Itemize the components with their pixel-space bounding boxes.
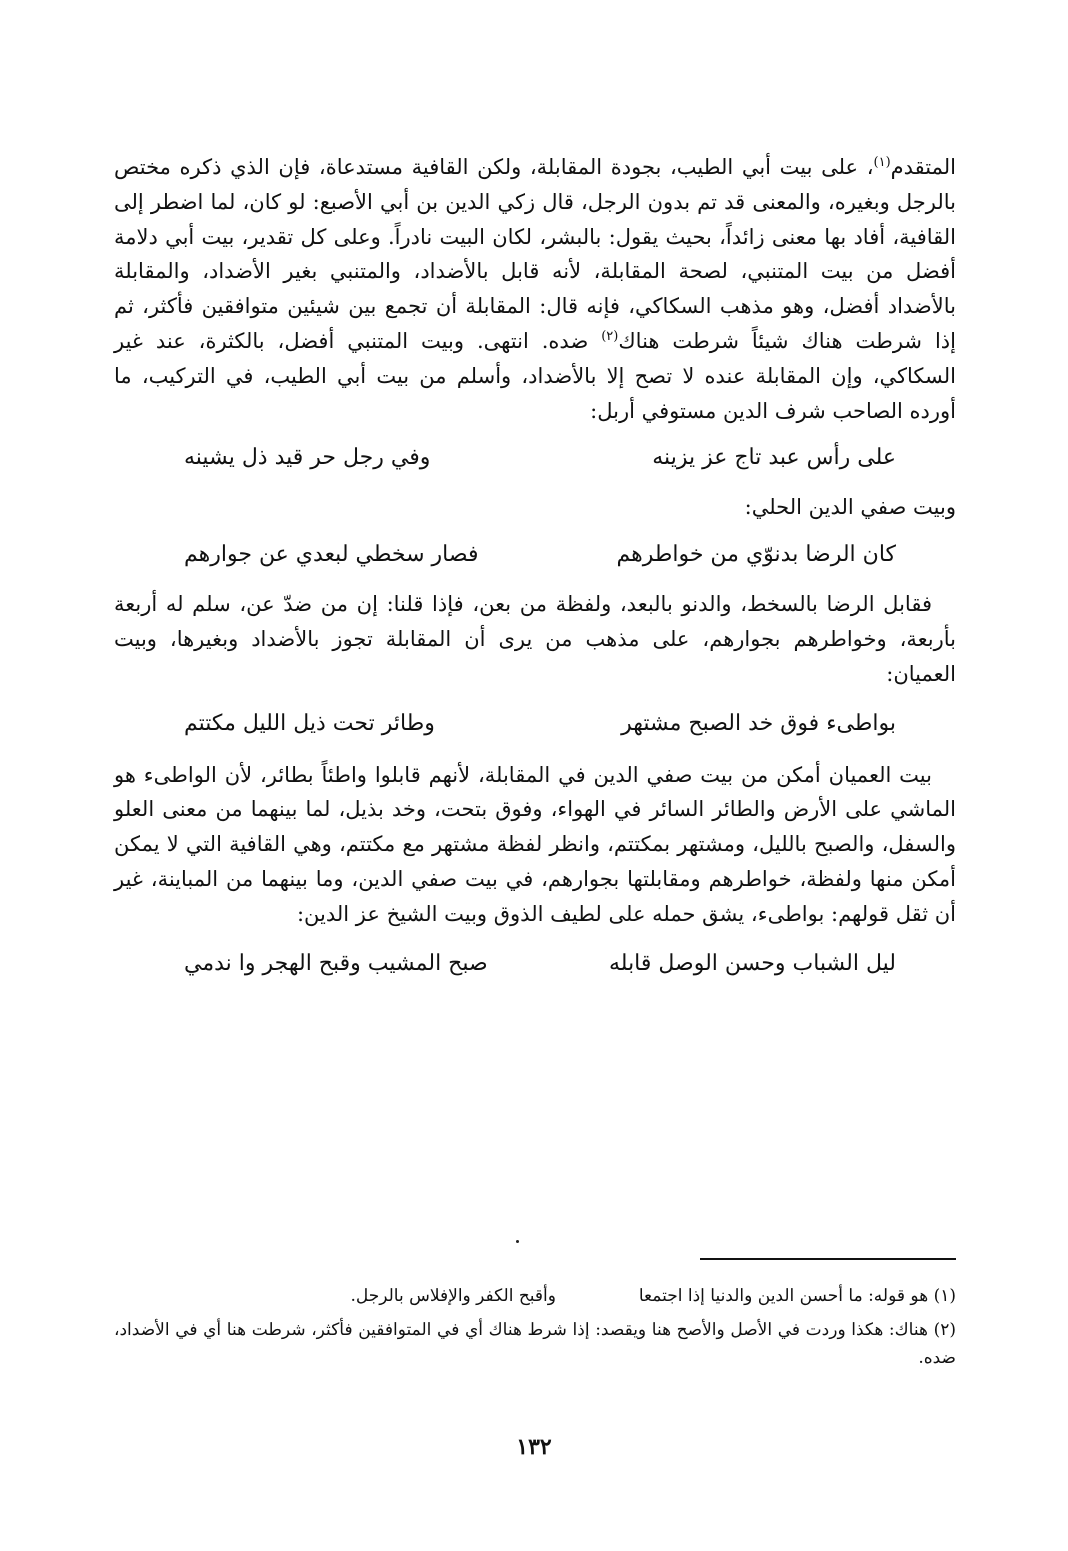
footnote-divider [700,1258,956,1260]
first-hemistich: ليل الشباب وحسن الوصل قابله [608,950,896,976]
footnote-reference-2: (٢) [601,328,619,344]
paragraph: بيت العميان أمكن من بيت صفي الدين في المقابلة، لأنهم قابلوا واطئاً بطائر، لأن الواطىء هو الماشي على الأرض والطائر السائر في الهواء، وفوق بتحت، وخد بذيل، لما بينهما من معنى العلو والسفل، والصبح بالليل، ومشتهر بمكتتم، وانظر لفظة مشتهر مع مكتتم، وهي القافية التي لا يمكن أمكن منها ولفظة، خواطرهم ومقابلتها بجوارهم، في بيت صفي الدين، وما بينهما من المباينة، غير أن ثقل قولهم: بواطىء، يشق حمله على لطيف الذوق وبيت الشيخ عز الدين: [114,762,956,926]
paragraph [114,150,956,428]
second-hemistich: وفي رجل حر قيد ذل يشينه [184,445,431,471]
footnotes [114,1282,956,1378]
poem-verse [184,704,896,744]
footnote-1 [114,1282,956,1310]
footnote-2 [114,1316,956,1372]
footnote-reference-1: (١) [873,155,891,170]
second-hemistich: وطائر تحت ذيل الليل مكتتم [184,710,435,736]
footnote-marker: (١) [933,1286,956,1306]
first-hemistich: بواطىء فوق خد الصبح مشتهر [621,710,896,736]
first-hemistich: كان الرضا بدنوّي من خواطرهم [616,542,896,568]
poem-verse [184,438,896,478]
paragraph-text: ، على بيت أبي الطيب، بجودة المقابلة، ولكن القافية مستدعاة، فإن الذي ذكره مختص بالرجل وبغيره، والمعنى قد تم بدون الرجل، قال زكي الدين بن أبي الأصبع: لو كان، لما اضطر إلى القافية، أفاد بها معنى زائداً، بحيث يقول: بالبشر، لكان البيت نادراً. وعلى كل تقدير، بيت أبي دلامة أفضل من بيت المتنبي، لصحة المقابلة، لأنه قابل بالأضداد، والمتنبي بغير الأضداد، والمقابلة بالأضداد أفضل، وهو مذهب السكاكي، فإنه قال: المقابلة أن تجمع بين شيئين متوافقين فأكثر، ثم إذا شرطت هناك شيئاً شرطت هناك [114,155,956,353]
poem-verse [184,535,896,575]
page-number: ١٣٢ [516,1434,552,1460]
poem-verse [184,944,896,984]
paragraph-lead: المتقدم [890,155,956,179]
second-hemistich: صبح المشيب وقبح الهجر وا ندمي [184,950,488,976]
footnote-text: هناك: هكذا وردت في الأصل والأصح هنا ويقصد: إذا شرط هناك أي في المتوافقين فأكثر، شرطت هنا أي في الأضداد، ضده. [114,1320,956,1368]
verse-introduction: وبيت صفي الدين الحلي: [744,495,956,520]
footnote-text: هو قوله: ما أحسن الدين والدنيا إذا اجتمعا [638,1286,929,1306]
footnote-1-first [556,1282,956,1310]
stray-ink-mark [516,1240,519,1243]
paragraph-text: ضده. انتهى. وبيت المتنبي أفضل، بالكثرة، عند غير السكاكي، وإن المقابلة عنده لا تصح إلا بالأضداد، وأسلم من بيت أبي الطيب، في التركيب، ما أورده الصاحب شرف الدين مستوفي أربل: [114,328,956,423]
footnote-1-second: وأقبح الكفر والإفلاس بالرجل. [350,1286,556,1306]
first-hemistich: على رأس عبد تاج عز يزينه [652,445,896,471]
paragraph: فقابل الرضا بالسخط، والدنو بالبعد، ولفظة من بعن، فإذا قلنا: إن من ضدّ عن، سلم له أربعة بأربعة، وخواطرهم بجوارهم، على مذهب من يرى أن المقابلة تجوز بالأضداد وبغيرها، وبيت العميان: [114,592,956,686]
second-hemistich: فصار سخطي لبعدي عن جوارهم [184,542,479,568]
footnote-marker: (٢) [933,1320,956,1340]
main-text [114,150,956,998]
